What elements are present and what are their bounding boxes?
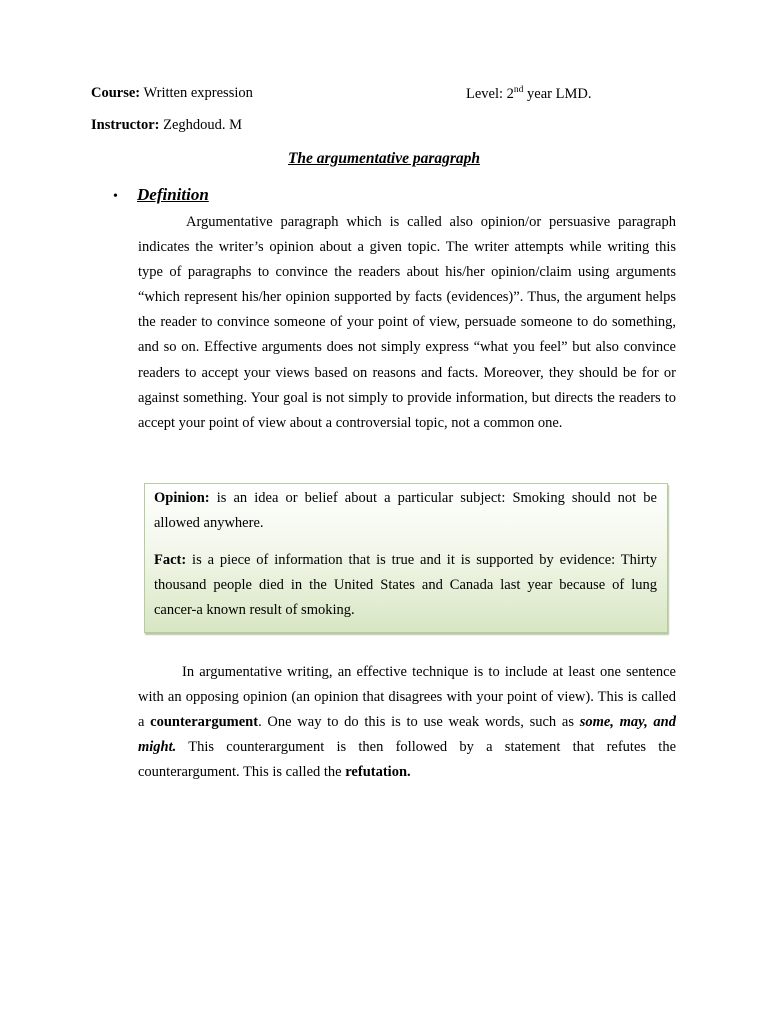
fact-text: is a piece of information that is true and it is supported by evidence: Thirty thousand people died in the United States and Canada last year because of lung cancer-a known result of smoking. (154, 552, 657, 618)
level-prefix: Level: 2 (466, 86, 514, 102)
fact-definition (154, 548, 657, 623)
level-line (466, 85, 591, 103)
course-label: Course: (91, 85, 141, 101)
definition-paragraph: Argumentative paragraph which is called also opinion/or persuasive paragraph indicates the writer’s opinion about a given topic. The writer attempts while writing this type of paragraphs to convince the readers about his/her opinion/claim using arguments “which represent his/her opinion supported by facts (evidences)”. Thus, the argument helps the reader to convince someone of your point of view, persuade someone to do something, and so on. Effective arguments does not simply express “what you feel” but also convince readers to accept your views based on reasons and facts. Moreover, they should be for or against something. Your goal is not simply to provide information, but directs the readers to accept your point of view about a controversial topic, not a common one. (138, 214, 676, 431)
document-title: The argumentative paragraph (287, 150, 481, 167)
opinion-text: is an idea or belief about a particular subject: Smoking should not be allowed anywhere. (154, 490, 657, 531)
opinion-label: Opinion: (154, 490, 210, 506)
opinion-fact-box (144, 483, 668, 633)
counterargument-paragraph (138, 660, 676, 785)
level-suffix: year LMD. (523, 86, 592, 102)
instructor-line (91, 117, 242, 134)
course-line (91, 85, 253, 102)
opinion-definition (154, 486, 657, 536)
instructor-value: Zeghdoud. M (163, 117, 243, 133)
course-value: Written expression (143, 85, 253, 101)
weak-words: some, may, and might. (138, 714, 676, 756)
definition-heading (113, 185, 209, 205)
counter-text-3: This counterargument is then followed by a statement that refutes the counterargument. This is called the (138, 739, 676, 781)
level-superscript: nd (513, 85, 524, 95)
bullet-icon: • (113, 189, 118, 204)
counter-text-2: . One way to do this is to use weak words, such as (258, 714, 580, 731)
section-title: Definition (137, 185, 209, 204)
counterargument-term: counterargument (150, 714, 259, 731)
fact-label: Fact: (154, 552, 187, 568)
refutation-term: refutation. (345, 764, 411, 781)
instructor-label: Instructor: (91, 117, 160, 133)
counter-text-1: In argumentative writing, an effective technique is to include at least one sentence with an opposing opinion (an opinion that disagrees with your point of view). This is called a (138, 664, 676, 731)
